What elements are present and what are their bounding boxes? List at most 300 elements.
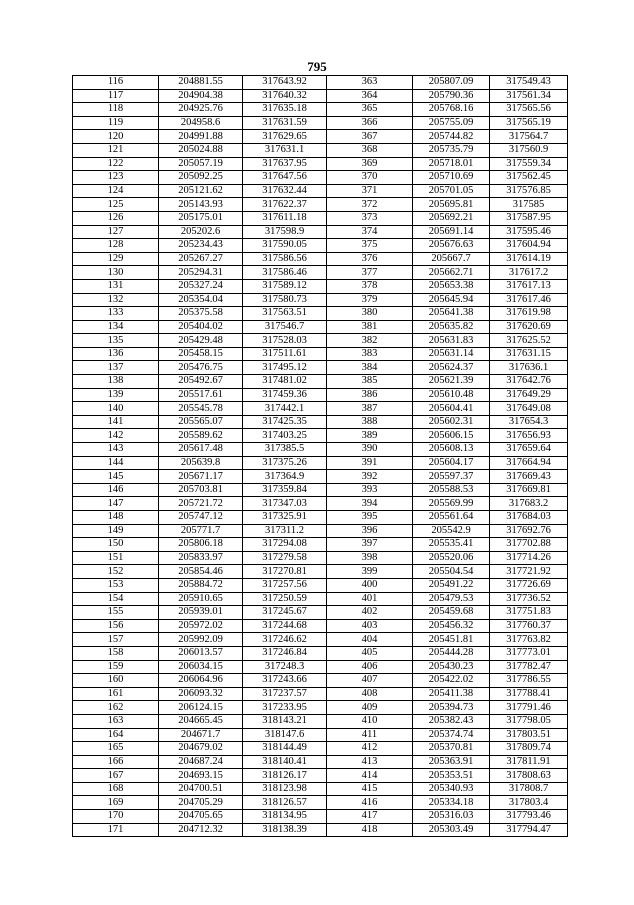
x-coordinate-left-cell: 204958.6 <box>159 116 243 130</box>
x-coordinate-right-cell: 205374.74 <box>413 728 490 742</box>
y-coordinate-left-cell: 318126.57 <box>243 796 327 810</box>
table-row <box>73 76 568 90</box>
x-coordinate-right-cell: 205606.15 <box>413 429 490 443</box>
y-coordinate-left-cell: 317311.2 <box>243 524 327 538</box>
y-coordinate-left-cell: 317632.44 <box>243 184 327 198</box>
x-coordinate-left-cell: 204693.15 <box>159 769 243 783</box>
x-coordinate-right-cell: 205653.38 <box>413 279 490 293</box>
y-coordinate-right-cell: 317726.69 <box>490 578 568 592</box>
x-coordinate-right-cell: 205701.05 <box>413 184 490 198</box>
y-coordinate-left-cell: 317640.32 <box>243 89 327 103</box>
point-number-left-cell: 166 <box>73 755 159 769</box>
table-row <box>73 116 568 130</box>
y-coordinate-right-cell: 317803.4 <box>490 796 568 810</box>
table-row <box>73 252 568 266</box>
point-number-right-cell: 412 <box>327 742 413 756</box>
y-coordinate-right-cell: 317587.95 <box>490 211 568 225</box>
x-coordinate-right-cell: 205662.71 <box>413 266 490 280</box>
point-number-left-cell: 120 <box>73 130 159 144</box>
x-coordinate-left-cell: 205375.58 <box>159 307 243 321</box>
point-number-left-cell: 123 <box>73 171 159 185</box>
point-number-right-cell: 410 <box>327 714 413 728</box>
y-coordinate-left-cell: 317248.3 <box>243 660 327 674</box>
table-row <box>73 103 568 117</box>
point-number-right-cell: 382 <box>327 334 413 348</box>
y-coordinate-left-cell: 318126.17 <box>243 769 327 783</box>
y-coordinate-right-cell: 317631.15 <box>490 347 568 361</box>
x-coordinate-right-cell: 205621.39 <box>413 375 490 389</box>
point-number-left-cell: 161 <box>73 687 159 701</box>
y-coordinate-left-cell: 317347.03 <box>243 497 327 511</box>
x-coordinate-left-cell: 205565.07 <box>159 415 243 429</box>
x-coordinate-left-cell: 206124.15 <box>159 701 243 715</box>
y-coordinate-left-cell: 317359.84 <box>243 483 327 497</box>
table-row <box>73 198 568 212</box>
x-coordinate-left-cell: 204712.32 <box>159 823 243 837</box>
point-number-left-cell: 145 <box>73 470 159 484</box>
x-coordinate-right-cell: 205597.37 <box>413 470 490 484</box>
table-row <box>73 551 568 565</box>
point-number-left-cell: 150 <box>73 538 159 552</box>
point-number-right-cell: 390 <box>327 443 413 457</box>
y-coordinate-left-cell: 318147.6 <box>243 728 327 742</box>
point-number-left-cell: 156 <box>73 619 159 633</box>
point-number-left-cell: 119 <box>73 116 159 130</box>
coordinates-table <box>72 75 568 837</box>
point-number-right-cell: 369 <box>327 157 413 171</box>
table-row <box>73 143 568 157</box>
x-coordinate-left-cell: 206093.32 <box>159 687 243 701</box>
x-coordinate-left-cell: 204705.65 <box>159 810 243 824</box>
point-number-left-cell: 135 <box>73 334 159 348</box>
table-row <box>73 728 568 742</box>
point-number-right-cell: 396 <box>327 524 413 538</box>
y-coordinate-right-cell: 317576.85 <box>490 184 568 198</box>
point-number-right-cell: 383 <box>327 347 413 361</box>
table-row <box>73 524 568 538</box>
x-coordinate-right-cell: 205353.51 <box>413 769 490 783</box>
x-coordinate-left-cell: 205589.62 <box>159 429 243 443</box>
point-number-left-cell: 125 <box>73 198 159 212</box>
point-number-right-cell: 381 <box>327 320 413 334</box>
y-coordinate-left-cell: 317643.92 <box>243 76 327 90</box>
y-coordinate-right-cell: 317654.3 <box>490 415 568 429</box>
table-row <box>73 89 568 103</box>
y-coordinate-right-cell: 317560.9 <box>490 143 568 157</box>
table-row <box>73 782 568 796</box>
y-coordinate-left-cell: 317586.56 <box>243 252 327 266</box>
point-number-right-cell: 404 <box>327 633 413 647</box>
y-coordinate-right-cell: 317564.7 <box>490 130 568 144</box>
point-number-left-cell: 141 <box>73 415 159 429</box>
y-coordinate-left-cell: 317647.56 <box>243 171 327 185</box>
table-row <box>73 211 568 225</box>
x-coordinate-left-cell: 204679.02 <box>159 742 243 756</box>
x-coordinate-left-cell: 206064.96 <box>159 674 243 688</box>
point-number-left-cell: 165 <box>73 742 159 756</box>
x-coordinate-left-cell: 204665.45 <box>159 714 243 728</box>
x-coordinate-left-cell: 204700.51 <box>159 782 243 796</box>
point-number-left-cell: 116 <box>73 76 159 90</box>
point-number-left-cell: 139 <box>73 388 159 402</box>
x-coordinate-left-cell: 204991.88 <box>159 130 243 144</box>
point-number-left-cell: 133 <box>73 307 159 321</box>
table-row <box>73 742 568 756</box>
y-coordinate-right-cell: 317788.41 <box>490 687 568 701</box>
x-coordinate-left-cell: 204904.38 <box>159 89 243 103</box>
point-number-right-cell: 384 <box>327 361 413 375</box>
table-row <box>73 388 568 402</box>
y-coordinate-right-cell: 317549.43 <box>490 76 568 90</box>
x-coordinate-left-cell: 205175.01 <box>159 211 243 225</box>
y-coordinate-right-cell: 317808.7 <box>490 782 568 796</box>
y-coordinate-right-cell: 317791.46 <box>490 701 568 715</box>
x-coordinate-right-cell: 205316.03 <box>413 810 490 824</box>
x-coordinate-left-cell: 206013.57 <box>159 646 243 660</box>
y-coordinate-left-cell: 317385.5 <box>243 443 327 457</box>
y-coordinate-left-cell: 317364.9 <box>243 470 327 484</box>
table-row <box>73 674 568 688</box>
y-coordinate-right-cell: 317642.76 <box>490 375 568 389</box>
table-row <box>73 646 568 660</box>
table-row <box>73 769 568 783</box>
table-row <box>73 157 568 171</box>
x-coordinate-right-cell: 205491.22 <box>413 578 490 592</box>
x-coordinate-left-cell: 205202.6 <box>159 225 243 239</box>
x-coordinate-left-cell: 205404.02 <box>159 320 243 334</box>
x-coordinate-left-cell: 205517.61 <box>159 388 243 402</box>
point-number-right-cell: 379 <box>327 293 413 307</box>
point-number-left-cell: 122 <box>73 157 159 171</box>
x-coordinate-right-cell: 205735.79 <box>413 143 490 157</box>
point-number-left-cell: 132 <box>73 293 159 307</box>
y-coordinate-right-cell: 317561.34 <box>490 89 568 103</box>
x-coordinate-right-cell: 205790.36 <box>413 89 490 103</box>
x-coordinate-right-cell: 205561.64 <box>413 511 490 525</box>
x-coordinate-left-cell: 205327.24 <box>159 279 243 293</box>
y-coordinate-left-cell: 317442.1 <box>243 402 327 416</box>
point-number-left-cell: 134 <box>73 320 159 334</box>
point-number-left-cell: 152 <box>73 565 159 579</box>
x-coordinate-left-cell: 205429.48 <box>159 334 243 348</box>
y-coordinate-right-cell: 317808.63 <box>490 769 568 783</box>
table-row <box>73 714 568 728</box>
x-coordinate-right-cell: 205444.28 <box>413 646 490 660</box>
x-coordinate-right-cell: 205755.09 <box>413 116 490 130</box>
x-coordinate-right-cell: 205676.63 <box>413 239 490 253</box>
point-number-left-cell: 128 <box>73 239 159 253</box>
y-coordinate-right-cell: 317620.69 <box>490 320 568 334</box>
table-row <box>73 279 568 293</box>
y-coordinate-right-cell: 317793.46 <box>490 810 568 824</box>
y-coordinate-left-cell: 317611.18 <box>243 211 327 225</box>
x-coordinate-right-cell: 205807.09 <box>413 76 490 90</box>
y-coordinate-right-cell: 317617.13 <box>490 279 568 293</box>
coordinates-table-body <box>73 76 568 837</box>
point-number-left-cell: 169 <box>73 796 159 810</box>
table-row <box>73 307 568 321</box>
y-coordinate-right-cell: 317669.43 <box>490 470 568 484</box>
point-number-left-cell: 147 <box>73 497 159 511</box>
y-coordinate-right-cell: 317786.55 <box>490 674 568 688</box>
point-number-left-cell: 164 <box>73 728 159 742</box>
point-number-right-cell: 406 <box>327 660 413 674</box>
y-coordinate-right-cell: 317649.08 <box>490 402 568 416</box>
point-number-left-cell: 158 <box>73 646 159 660</box>
y-coordinate-left-cell: 317511.61 <box>243 347 327 361</box>
x-coordinate-left-cell: 205910.65 <box>159 592 243 606</box>
y-coordinate-left-cell: 317563.51 <box>243 307 327 321</box>
y-coordinate-left-cell: 318134.95 <box>243 810 327 824</box>
point-number-right-cell: 409 <box>327 701 413 715</box>
x-coordinate-right-cell: 205602.31 <box>413 415 490 429</box>
point-number-right-cell: 411 <box>327 728 413 742</box>
point-number-left-cell: 163 <box>73 714 159 728</box>
y-coordinate-left-cell: 317637.95 <box>243 157 327 171</box>
point-number-left-cell: 149 <box>73 524 159 538</box>
point-number-right-cell: 380 <box>327 307 413 321</box>
table-row <box>73 796 568 810</box>
y-coordinate-right-cell: 317636.1 <box>490 361 568 375</box>
x-coordinate-right-cell: 205608.13 <box>413 443 490 457</box>
x-coordinate-left-cell: 205057.19 <box>159 157 243 171</box>
point-number-right-cell: 385 <box>327 375 413 389</box>
point-number-left-cell: 136 <box>73 347 159 361</box>
y-coordinate-right-cell: 317714.26 <box>490 551 568 565</box>
table-row <box>73 402 568 416</box>
y-coordinate-right-cell: 317649.29 <box>490 388 568 402</box>
point-number-right-cell: 392 <box>327 470 413 484</box>
point-number-right-cell: 416 <box>327 796 413 810</box>
y-coordinate-left-cell: 317257.56 <box>243 578 327 592</box>
y-coordinate-left-cell: 317495.12 <box>243 361 327 375</box>
table-row <box>73 293 568 307</box>
y-coordinate-left-cell: 317459.36 <box>243 388 327 402</box>
x-coordinate-left-cell: 204687.24 <box>159 755 243 769</box>
x-coordinate-right-cell: 205569.99 <box>413 497 490 511</box>
x-coordinate-right-cell: 205459.68 <box>413 606 490 620</box>
x-coordinate-right-cell: 205631.83 <box>413 334 490 348</box>
y-coordinate-left-cell: 317243.66 <box>243 674 327 688</box>
y-coordinate-left-cell: 317598.9 <box>243 225 327 239</box>
point-number-left-cell: 137 <box>73 361 159 375</box>
point-number-right-cell: 371 <box>327 184 413 198</box>
y-coordinate-right-cell: 317625.52 <box>490 334 568 348</box>
x-coordinate-right-cell: 205744.82 <box>413 130 490 144</box>
x-coordinate-right-cell: 205456.32 <box>413 619 490 633</box>
x-coordinate-left-cell: 205234.43 <box>159 239 243 253</box>
y-coordinate-left-cell: 317270.81 <box>243 565 327 579</box>
y-coordinate-left-cell: 317580.73 <box>243 293 327 307</box>
x-coordinate-right-cell: 205394.73 <box>413 701 490 715</box>
y-coordinate-left-cell: 317245.67 <box>243 606 327 620</box>
table-row <box>73 375 568 389</box>
table-row <box>73 320 568 334</box>
point-number-right-cell: 375 <box>327 239 413 253</box>
point-number-right-cell: 378 <box>327 279 413 293</box>
y-coordinate-right-cell: 317794.47 <box>490 823 568 837</box>
y-coordinate-right-cell: 317617.2 <box>490 266 568 280</box>
y-coordinate-right-cell: 317702.88 <box>490 538 568 552</box>
y-coordinate-left-cell: 317237.57 <box>243 687 327 701</box>
table-row <box>73 565 568 579</box>
point-number-right-cell: 386 <box>327 388 413 402</box>
table-row <box>73 538 568 552</box>
point-number-left-cell: 129 <box>73 252 159 266</box>
table-row <box>73 592 568 606</box>
point-number-left-cell: 155 <box>73 606 159 620</box>
point-number-right-cell: 387 <box>327 402 413 416</box>
y-coordinate-left-cell: 317233.95 <box>243 701 327 715</box>
y-coordinate-right-cell: 317595.46 <box>490 225 568 239</box>
x-coordinate-left-cell: 204671.7 <box>159 728 243 742</box>
point-number-left-cell: 171 <box>73 823 159 837</box>
y-coordinate-left-cell: 317528.03 <box>243 334 327 348</box>
point-number-right-cell: 376 <box>327 252 413 266</box>
y-coordinate-left-cell: 317590.05 <box>243 239 327 253</box>
point-number-right-cell: 391 <box>327 456 413 470</box>
point-number-right-cell: 403 <box>327 619 413 633</box>
point-number-right-cell: 368 <box>327 143 413 157</box>
point-number-right-cell: 399 <box>327 565 413 579</box>
x-coordinate-left-cell: 205992.09 <box>159 633 243 647</box>
table-row <box>73 361 568 375</box>
x-coordinate-left-cell: 204705.29 <box>159 796 243 810</box>
point-number-right-cell: 415 <box>327 782 413 796</box>
x-coordinate-left-cell: 205476.75 <box>159 361 243 375</box>
point-number-right-cell: 367 <box>327 130 413 144</box>
point-number-right-cell: 395 <box>327 511 413 525</box>
x-coordinate-left-cell: 205721.72 <box>159 497 243 511</box>
table-row <box>73 171 568 185</box>
y-coordinate-right-cell: 317811.91 <box>490 755 568 769</box>
table-row <box>73 429 568 443</box>
x-coordinate-left-cell: 205639.8 <box>159 456 243 470</box>
y-coordinate-left-cell: 317589.12 <box>243 279 327 293</box>
x-coordinate-left-cell: 205806.18 <box>159 538 243 552</box>
table-row <box>73 578 568 592</box>
x-coordinate-right-cell: 205479.53 <box>413 592 490 606</box>
point-number-right-cell: 407 <box>327 674 413 688</box>
y-coordinate-left-cell: 318144.49 <box>243 742 327 756</box>
point-number-left-cell: 151 <box>73 551 159 565</box>
table-row <box>73 606 568 620</box>
y-coordinate-right-cell: 317562.45 <box>490 171 568 185</box>
x-coordinate-right-cell: 205692.21 <box>413 211 490 225</box>
point-number-right-cell: 401 <box>327 592 413 606</box>
x-coordinate-left-cell: 205747.12 <box>159 511 243 525</box>
x-coordinate-left-cell: 205143.93 <box>159 198 243 212</box>
point-number-right-cell: 414 <box>327 769 413 783</box>
point-number-left-cell: 140 <box>73 402 159 416</box>
x-coordinate-left-cell: 205492.67 <box>159 375 243 389</box>
point-number-right-cell: 405 <box>327 646 413 660</box>
y-coordinate-right-cell: 317773.01 <box>490 646 568 660</box>
x-coordinate-right-cell: 205422.02 <box>413 674 490 688</box>
x-coordinate-right-cell: 205695.81 <box>413 198 490 212</box>
x-coordinate-right-cell: 205340.93 <box>413 782 490 796</box>
point-number-right-cell: 408 <box>327 687 413 701</box>
x-coordinate-left-cell: 205939.01 <box>159 606 243 620</box>
x-coordinate-right-cell: 205631.14 <box>413 347 490 361</box>
table-row <box>73 239 568 253</box>
x-coordinate-right-cell: 205411.38 <box>413 687 490 701</box>
x-coordinate-left-cell: 205972.02 <box>159 619 243 633</box>
x-coordinate-left-cell: 205617.48 <box>159 443 243 457</box>
y-coordinate-left-cell: 318123.98 <box>243 782 327 796</box>
y-coordinate-left-cell: 317546.7 <box>243 320 327 334</box>
point-number-left-cell: 142 <box>73 429 159 443</box>
table-row <box>73 415 568 429</box>
point-number-left-cell: 127 <box>73 225 159 239</box>
point-number-right-cell: 366 <box>327 116 413 130</box>
x-coordinate-right-cell: 205370.81 <box>413 742 490 756</box>
point-number-right-cell: 394 <box>327 497 413 511</box>
table-row <box>73 687 568 701</box>
x-coordinate-right-cell: 205588.53 <box>413 483 490 497</box>
x-coordinate-left-cell: 205833.97 <box>159 551 243 565</box>
table-row <box>73 660 568 674</box>
y-coordinate-right-cell: 317604.94 <box>490 239 568 253</box>
point-number-left-cell: 124 <box>73 184 159 198</box>
point-number-left-cell: 138 <box>73 375 159 389</box>
x-coordinate-left-cell: 205092.25 <box>159 171 243 185</box>
x-coordinate-left-cell: 205024.88 <box>159 143 243 157</box>
point-number-left-cell: 153 <box>73 578 159 592</box>
point-number-left-cell: 130 <box>73 266 159 280</box>
x-coordinate-right-cell: 205604.17 <box>413 456 490 470</box>
y-coordinate-right-cell: 317683.2 <box>490 497 568 511</box>
y-coordinate-left-cell: 317325.91 <box>243 511 327 525</box>
table-row <box>73 225 568 239</box>
table-row <box>73 823 568 837</box>
x-coordinate-right-cell: 205334.18 <box>413 796 490 810</box>
y-coordinate-right-cell: 317559.34 <box>490 157 568 171</box>
x-coordinate-right-cell: 205303.49 <box>413 823 490 837</box>
y-coordinate-left-cell: 318138.39 <box>243 823 327 837</box>
x-coordinate-right-cell: 205451.81 <box>413 633 490 647</box>
y-coordinate-right-cell: 317619.98 <box>490 307 568 321</box>
table-row <box>73 266 568 280</box>
point-number-right-cell: 370 <box>327 171 413 185</box>
y-coordinate-left-cell: 317244.68 <box>243 619 327 633</box>
point-number-left-cell: 170 <box>73 810 159 824</box>
point-number-right-cell: 377 <box>327 266 413 280</box>
page-number: 795 <box>307 59 327 74</box>
y-coordinate-left-cell: 317586.46 <box>243 266 327 280</box>
y-coordinate-left-cell: 317246.62 <box>243 633 327 647</box>
x-coordinate-right-cell: 205382.43 <box>413 714 490 728</box>
point-number-left-cell: 126 <box>73 211 159 225</box>
y-coordinate-right-cell: 317565.19 <box>490 116 568 130</box>
x-coordinate-left-cell: 205354.04 <box>159 293 243 307</box>
point-number-right-cell: 373 <box>327 211 413 225</box>
x-coordinate-right-cell: 205645.94 <box>413 293 490 307</box>
x-coordinate-left-cell: 205267.27 <box>159 252 243 266</box>
y-coordinate-left-cell: 317375.26 <box>243 456 327 470</box>
point-number-left-cell: 118 <box>73 103 159 117</box>
y-coordinate-right-cell: 317782.47 <box>490 660 568 674</box>
x-coordinate-left-cell: 205771.7 <box>159 524 243 538</box>
y-coordinate-right-cell: 317659.64 <box>490 443 568 457</box>
point-number-right-cell: 400 <box>327 578 413 592</box>
y-coordinate-left-cell: 317294.08 <box>243 538 327 552</box>
point-number-left-cell: 154 <box>73 592 159 606</box>
table-row <box>73 810 568 824</box>
x-coordinate-left-cell: 205884.72 <box>159 578 243 592</box>
point-number-right-cell: 413 <box>327 755 413 769</box>
y-coordinate-left-cell: 317279.58 <box>243 551 327 565</box>
